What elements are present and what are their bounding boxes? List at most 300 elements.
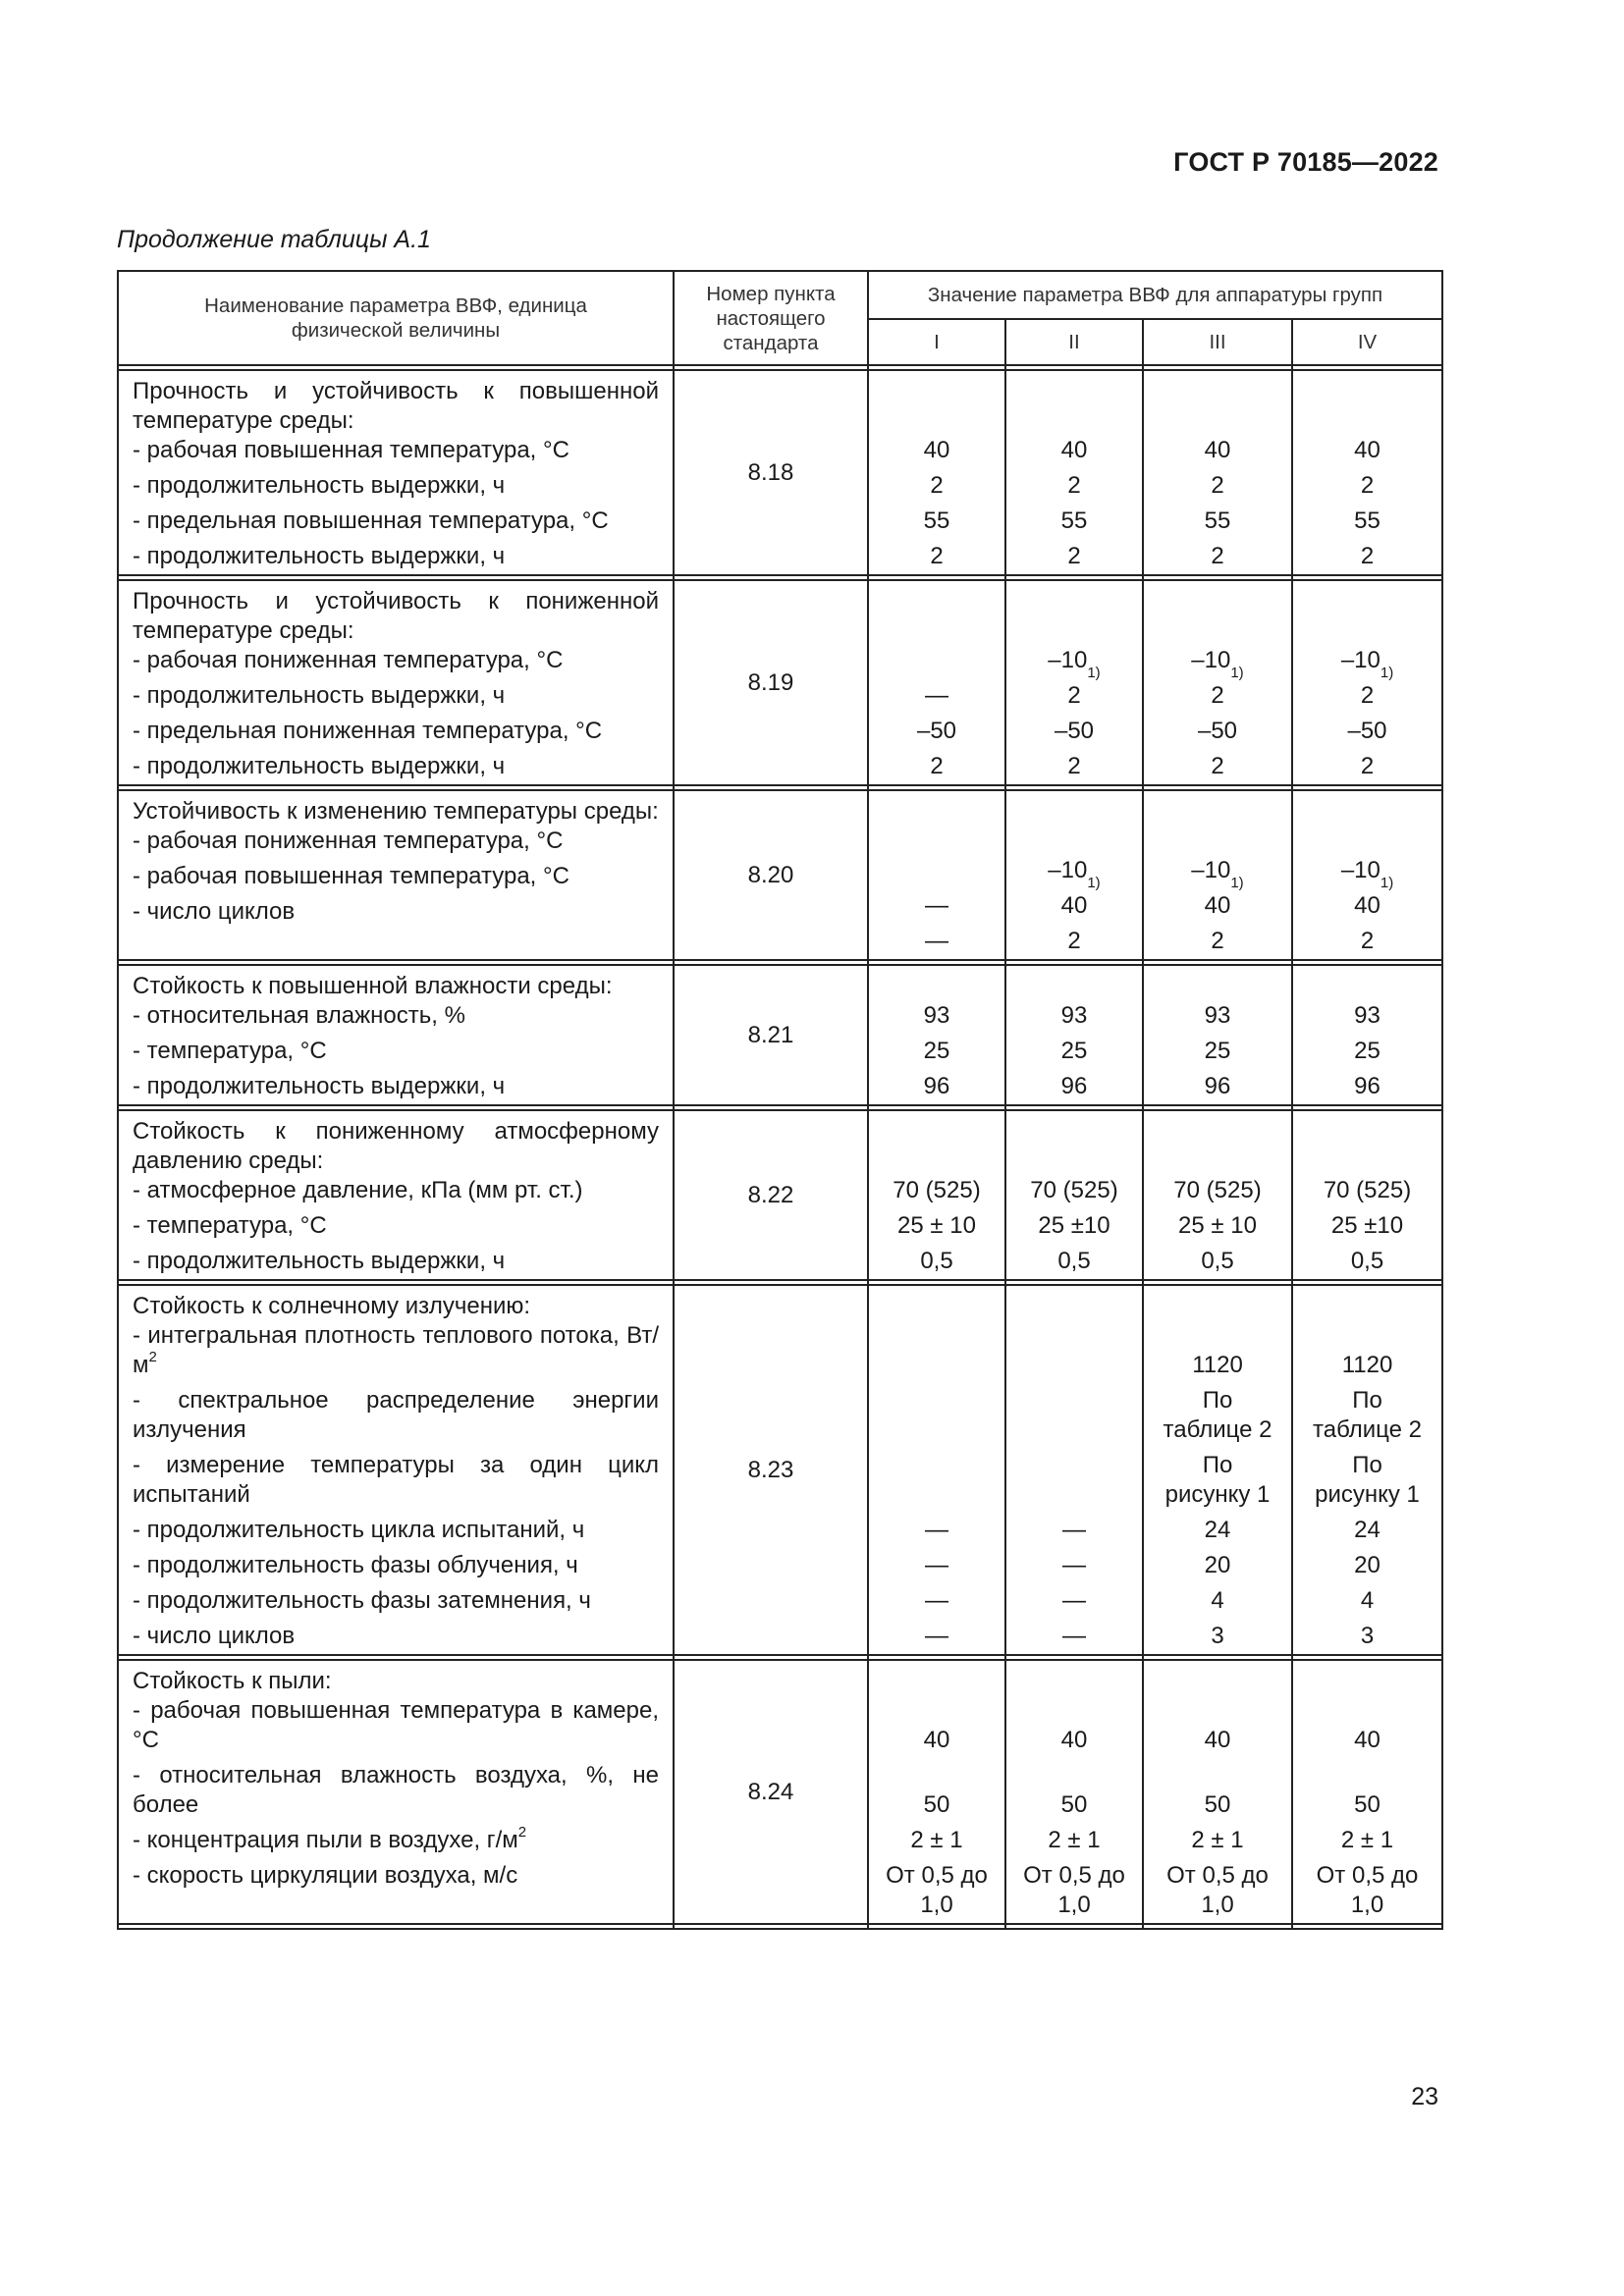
value-cell bbox=[869, 1696, 1004, 1755]
value-cell bbox=[1293, 1551, 1441, 1580]
value-text: 40 bbox=[923, 1727, 950, 1753]
parameter-label bbox=[133, 1386, 659, 1445]
value-cell bbox=[1144, 507, 1291, 536]
value-text: 40 bbox=[1204, 892, 1231, 919]
parameter-label-superscript: 2 bbox=[148, 1349, 157, 1365]
value-text: 25 ± 10 bbox=[1178, 1212, 1257, 1239]
table-section bbox=[118, 1285, 1442, 1655]
value-text: 25 bbox=[1354, 1038, 1380, 1064]
section-parameters bbox=[118, 1110, 674, 1280]
section-clause: 8.22 bbox=[674, 1110, 868, 1280]
section-parameters bbox=[118, 1285, 674, 1655]
value-cell: –10 $^{1)}$ bbox=[1048, 857, 1101, 891]
value-cell: –10 $^{1)}$ bbox=[1191, 857, 1244, 891]
value-cell bbox=[1144, 1516, 1291, 1545]
parameter-label-text: - рабочая пониженная температура, °С bbox=[133, 828, 564, 854]
header-group-3: III bbox=[1143, 319, 1292, 365]
title-spacer bbox=[869, 972, 1004, 1001]
value-cell bbox=[1144, 927, 1291, 956]
value-text: 20 bbox=[1204, 1552, 1231, 1578]
value-cell bbox=[869, 717, 1004, 746]
section-values-group-1 bbox=[868, 965, 1005, 1105]
title-spacer bbox=[869, 377, 1004, 436]
value-text: –50 bbox=[1054, 718, 1095, 744]
value-text: От 0,5 до 1,0 bbox=[1166, 1862, 1269, 1918]
section-values-group-2 bbox=[1005, 1660, 1143, 1924]
value-text: 2 bbox=[1211, 472, 1224, 499]
value-text: 2 bbox=[1211, 753, 1224, 779]
section-values-group-2 bbox=[1005, 1285, 1143, 1655]
value-text: –50 bbox=[1197, 718, 1238, 744]
value-cell bbox=[1144, 1037, 1291, 1066]
value-cell bbox=[1293, 1037, 1441, 1066]
section-parameters bbox=[118, 965, 674, 1105]
section-values-group-3 bbox=[1143, 1660, 1292, 1924]
header-values: Значение параметра ВВФ для аппаратуры групп bbox=[868, 271, 1442, 319]
parameter-label-text: - продолжительность выдержки, ч bbox=[133, 543, 506, 569]
parameter-label-text: - продолжительность выдержки, ч bbox=[133, 1073, 506, 1099]
value-cell bbox=[1006, 471, 1142, 501]
value-cell bbox=[869, 1176, 1004, 1205]
value-cell bbox=[1293, 1176, 1441, 1205]
parameter-label-text: - спектральное распределение энергии излучения bbox=[133, 1387, 659, 1443]
header-group-4: IV bbox=[1292, 319, 1442, 365]
title-spacer bbox=[1006, 587, 1142, 646]
section-clause: 8.23 bbox=[674, 1285, 868, 1655]
title-spacer bbox=[1144, 1117, 1291, 1176]
section-clause: 8.18 bbox=[674, 370, 868, 575]
value-cell bbox=[1293, 1211, 1441, 1241]
title-spacer bbox=[1293, 797, 1441, 856]
value-text: 55 bbox=[1354, 507, 1380, 534]
value-cell bbox=[1293, 1696, 1441, 1755]
parameter-label-text: - число циклов bbox=[133, 898, 296, 925]
section-parameters bbox=[118, 580, 674, 785]
section-title: Прочность и устойчивость к пониженной температуре среды: bbox=[133, 588, 659, 644]
value-cell bbox=[869, 1451, 1004, 1510]
value-text: –10 bbox=[1191, 857, 1231, 883]
value-text: — bbox=[925, 1587, 948, 1614]
value-text: 50 bbox=[1354, 1791, 1380, 1818]
parameter-label-text: - относительная влажность воздуха, %, не более bbox=[133, 1762, 659, 1818]
value-text: 55 bbox=[1060, 507, 1088, 534]
value-cell bbox=[869, 471, 1004, 501]
value-cell bbox=[1144, 1826, 1291, 1855]
value-cell bbox=[869, 1211, 1004, 1241]
value-cell bbox=[1293, 436, 1441, 465]
parameter-label-text: - продолжительность выдержки, ч bbox=[133, 753, 506, 779]
value-cell bbox=[1293, 1072, 1441, 1101]
value-cell bbox=[869, 1321, 1004, 1380]
section-values-group-2 bbox=[1005, 790, 1143, 960]
value-text: 0,5 bbox=[1057, 1248, 1091, 1274]
title-spacer bbox=[869, 1292, 1004, 1321]
section-values-group-2 bbox=[1005, 1110, 1143, 1280]
value-cell: –10 $^{1)}$ bbox=[1191, 647, 1244, 681]
value-text: — bbox=[1062, 1552, 1086, 1578]
value-cell bbox=[1006, 1826, 1142, 1855]
value-cell bbox=[1006, 1451, 1142, 1510]
value-text: 2 bbox=[1211, 543, 1224, 569]
parameter-label-text: - рабочая повышенная температура, °С bbox=[133, 437, 569, 463]
value-cell bbox=[1006, 1386, 1142, 1445]
value-cell bbox=[1006, 1037, 1142, 1066]
value-cell bbox=[1006, 1321, 1142, 1380]
table-caption: Продолжение таблицы А.1 bbox=[117, 226, 431, 253]
parameter-label bbox=[133, 507, 659, 536]
value-cell bbox=[1144, 1622, 1291, 1651]
value-text: 2 bbox=[1211, 682, 1224, 709]
value-text: 2 ± 1 bbox=[1191, 1827, 1244, 1853]
value-cell bbox=[1293, 1861, 1441, 1920]
value-cell bbox=[869, 1247, 1004, 1276]
value-cell bbox=[1293, 681, 1441, 711]
section-clause: 8.20 bbox=[674, 790, 868, 960]
value-text: 40 bbox=[1060, 1727, 1088, 1753]
title-spacer bbox=[1293, 1117, 1441, 1176]
value-cell bbox=[1293, 1826, 1441, 1855]
value-text: 4 bbox=[1211, 1587, 1224, 1614]
value-text: 40 bbox=[1060, 892, 1088, 919]
value-cell bbox=[1144, 1321, 1291, 1380]
value-cell bbox=[1293, 471, 1441, 501]
value-text: 96 bbox=[1060, 1073, 1088, 1099]
value-text: 25 bbox=[1060, 1038, 1088, 1064]
section-parameters bbox=[118, 370, 674, 575]
parameter-label-text: - продолжительность фазы облучения, ч bbox=[133, 1552, 578, 1578]
value-cell bbox=[869, 1586, 1004, 1616]
value-cell bbox=[1006, 1072, 1142, 1101]
value-text: — bbox=[1062, 1587, 1086, 1614]
value-cell bbox=[1006, 1211, 1142, 1241]
value-cell bbox=[869, 891, 1004, 921]
value-text: 25 ± 10 bbox=[897, 1212, 976, 1239]
parameter-label bbox=[133, 1586, 659, 1616]
value-cell bbox=[1293, 1321, 1441, 1380]
value-text: 20 bbox=[1354, 1552, 1380, 1578]
section-clause: 8.19 bbox=[674, 580, 868, 785]
parameter-label bbox=[133, 827, 659, 856]
parameter-label bbox=[133, 1622, 659, 1651]
value-text: 2 bbox=[1360, 753, 1375, 779]
value-text: 55 bbox=[923, 507, 950, 534]
parameter-label bbox=[133, 1321, 659, 1380]
value-text: 2 ± 1 bbox=[910, 1827, 963, 1853]
value-text: 24 bbox=[1354, 1517, 1380, 1543]
value-text: По рисунку 1 bbox=[1164, 1452, 1271, 1508]
value-cell bbox=[1293, 752, 1441, 781]
title-spacer bbox=[1293, 1667, 1441, 1696]
value-cell bbox=[1006, 1551, 1142, 1580]
value-cell bbox=[1006, 1001, 1142, 1031]
value-cell bbox=[1293, 507, 1441, 536]
value-text: 0,5 bbox=[920, 1248, 953, 1274]
value-text: 4 bbox=[1360, 1587, 1375, 1614]
value-text: 40 bbox=[1354, 892, 1380, 919]
value-cell bbox=[1006, 752, 1142, 781]
header-group-2: II bbox=[1005, 319, 1143, 365]
value-cell bbox=[869, 1761, 1004, 1820]
value-text: — bbox=[1062, 1517, 1086, 1543]
title-spacer bbox=[869, 1667, 1004, 1696]
value-cell bbox=[1144, 1001, 1291, 1031]
value-cell bbox=[1144, 1211, 1291, 1241]
title-spacer bbox=[1006, 797, 1142, 856]
value-text: 2 bbox=[1360, 682, 1375, 709]
section-title: Стойкость к повышенной влажности среды: bbox=[133, 973, 613, 999]
value-text: 1120 bbox=[1192, 1352, 1243, 1378]
value-cell bbox=[1144, 681, 1291, 711]
value-text: 40 bbox=[1204, 1727, 1231, 1753]
value-cell bbox=[1293, 1586, 1441, 1616]
value-text: 2 bbox=[1067, 472, 1081, 499]
value-text: 93 bbox=[923, 1002, 950, 1029]
value-text: –10 bbox=[1191, 647, 1231, 673]
value-text: От 0,5 до 1,0 bbox=[1023, 1862, 1125, 1918]
value-text: 2 bbox=[1067, 682, 1081, 709]
parameter-label bbox=[133, 646, 659, 675]
parameter-label-text: - рабочая повышенная температура в камере, °С bbox=[133, 1697, 659, 1753]
value-cell bbox=[869, 927, 1004, 956]
section-clause: 8.24 bbox=[674, 1660, 868, 1924]
section-title: Стойкость к пониженному атмосферному давлению среды: bbox=[133, 1118, 659, 1174]
parameter-label-text: - рабочая повышенная температура, °С bbox=[133, 863, 569, 889]
value-text: — bbox=[925, 1517, 948, 1543]
value-text: 2 bbox=[1360, 928, 1375, 954]
value-cell bbox=[1293, 927, 1441, 956]
value-cell bbox=[869, 681, 1004, 711]
value-cell bbox=[1144, 1861, 1291, 1920]
value-text: 3 bbox=[1360, 1623, 1375, 1649]
parameter-label-text: - скорость циркуляции воздуха, м/с bbox=[133, 1862, 518, 1889]
value-text: 24 bbox=[1204, 1517, 1231, 1543]
table-section bbox=[118, 965, 1442, 1105]
value-cell bbox=[1293, 1001, 1441, 1031]
parameter-label bbox=[133, 1247, 659, 1276]
section-values-group-3 bbox=[1143, 580, 1292, 785]
value-text: –10 bbox=[1340, 857, 1380, 883]
parameter-label bbox=[133, 1826, 659, 1855]
parameter-label-text: - атмосферное давление, кПа (мм рт. ст.) bbox=[133, 1177, 583, 1203]
value-cell bbox=[1144, 1696, 1291, 1755]
parameter-label bbox=[133, 1696, 659, 1755]
value-cell bbox=[869, 436, 1004, 465]
parameter-label bbox=[133, 1861, 659, 1920]
value-cell bbox=[1144, 1386, 1291, 1445]
title-spacer bbox=[1144, 1667, 1291, 1696]
section-values-group-2 bbox=[1005, 580, 1143, 785]
value-cell: –10 $^{1)}$ bbox=[1340, 857, 1394, 891]
title-spacer bbox=[1144, 377, 1291, 436]
value-cell bbox=[1144, 1451, 1291, 1510]
title-spacer bbox=[869, 1117, 1004, 1176]
value-text: 70 (525) bbox=[893, 1177, 981, 1203]
parameter-label bbox=[133, 862, 659, 891]
value-cell bbox=[1293, 1247, 1441, 1276]
value-cell bbox=[1144, 436, 1291, 465]
table-section bbox=[118, 1660, 1442, 1924]
value-cell bbox=[1293, 1451, 1441, 1510]
section-values-group-4 bbox=[1292, 965, 1442, 1105]
parameter-label-text: - предельная повышенная температура, °С bbox=[133, 507, 609, 534]
value-text: –10 bbox=[1048, 857, 1088, 883]
section-values-group-2 bbox=[1005, 965, 1143, 1105]
title-spacer bbox=[1293, 587, 1441, 646]
title-spacer bbox=[869, 587, 1004, 646]
value-cell bbox=[869, 752, 1004, 781]
value-text: — bbox=[925, 682, 948, 709]
title-spacer bbox=[1006, 1667, 1142, 1696]
value-cell bbox=[1006, 436, 1142, 465]
value-text: 50 bbox=[923, 1791, 950, 1818]
parameter-label bbox=[133, 1761, 659, 1820]
value-text: 40 bbox=[1354, 437, 1380, 463]
page-number: 23 bbox=[1411, 2083, 1438, 2110]
value-cell bbox=[1006, 927, 1142, 956]
title-spacer bbox=[1006, 377, 1142, 436]
value-cell bbox=[869, 1826, 1004, 1855]
value-cell bbox=[1006, 1176, 1142, 1205]
parameter-label-text: - продолжительность цикла испытаний, ч bbox=[133, 1517, 585, 1543]
parameters-table bbox=[117, 270, 1443, 1930]
value-text: 93 bbox=[1204, 1002, 1231, 1029]
value-cell bbox=[869, 1551, 1004, 1580]
value-cell bbox=[1006, 1622, 1142, 1651]
table-body bbox=[118, 370, 1442, 1929]
value-text: 50 bbox=[1204, 1791, 1231, 1818]
value-cell bbox=[1006, 1247, 1142, 1276]
header-parameter: Наименование параметра ВВФ, единица физической величины bbox=[118, 271, 674, 365]
value-text: 25 bbox=[1204, 1038, 1231, 1064]
value-text: 2 ± 1 bbox=[1340, 1827, 1394, 1853]
parameter-label bbox=[133, 717, 659, 746]
value-cell bbox=[1006, 1696, 1142, 1755]
section-title: Прочность и устойчивость к повышенной температуре среды: bbox=[133, 378, 659, 434]
value-text: 2 bbox=[1211, 928, 1224, 954]
parameter-label bbox=[133, 681, 659, 711]
title-spacer bbox=[1144, 797, 1291, 856]
value-cell bbox=[869, 507, 1004, 536]
table-section bbox=[118, 580, 1442, 785]
value-text: 70 (525) bbox=[1323, 1177, 1412, 1203]
value-cell bbox=[1144, 1072, 1291, 1101]
section-values-group-4 bbox=[1292, 1285, 1442, 1655]
parameter-label-text: - рабочая пониженная температура, °С bbox=[133, 647, 564, 673]
value-cell bbox=[1006, 1586, 1142, 1616]
parameter-label bbox=[133, 752, 659, 781]
value-text: 70 (525) bbox=[1173, 1177, 1262, 1203]
value-cell bbox=[869, 646, 1004, 675]
section-values-group-1 bbox=[868, 580, 1005, 785]
parameter-label bbox=[133, 1211, 659, 1241]
parameter-label bbox=[133, 1001, 659, 1031]
value-text: 40 bbox=[923, 437, 950, 463]
value-text: –50 bbox=[916, 718, 957, 744]
value-text: 2 bbox=[1067, 753, 1081, 779]
parameter-label-text: - температура, °С bbox=[133, 1038, 327, 1064]
parameter-label-text: - число циклов bbox=[133, 1623, 296, 1649]
value-cell bbox=[869, 1001, 1004, 1031]
title-spacer bbox=[1006, 972, 1142, 1001]
value-text: 2 bbox=[930, 753, 944, 779]
value-text: 2 ± 1 bbox=[1048, 1827, 1101, 1853]
value-text: 0,5 bbox=[1201, 1248, 1234, 1274]
value-text: 93 bbox=[1060, 1002, 1088, 1029]
value-cell bbox=[1144, 1247, 1291, 1276]
section-title: Стойкость к солнечному излучению: bbox=[133, 1293, 531, 1319]
value-text: 25 ±10 bbox=[1330, 1212, 1404, 1239]
value-cell bbox=[1144, 1551, 1291, 1580]
value-text: –50 bbox=[1347, 718, 1387, 744]
section-values-group-1 bbox=[868, 1110, 1005, 1280]
parameter-label-text: - температура, °С bbox=[133, 1212, 327, 1239]
section-title: Стойкость к пыли: bbox=[133, 1668, 332, 1694]
value-text: 3 bbox=[1211, 1623, 1224, 1649]
value-cell bbox=[1293, 1386, 1441, 1445]
value-text: По рисунку 1 bbox=[1315, 1452, 1420, 1508]
value-cell bbox=[1144, 1586, 1291, 1616]
value-text: — bbox=[925, 892, 948, 919]
table-section bbox=[118, 370, 1442, 575]
value-text: 2 bbox=[1360, 472, 1375, 499]
value-cell bbox=[1006, 891, 1142, 921]
section-values-group-4 bbox=[1292, 790, 1442, 960]
value-cell bbox=[1293, 542, 1441, 571]
section-values-group-1 bbox=[868, 370, 1005, 575]
value-text: От 0,5 до 1,0 bbox=[1316, 1862, 1419, 1918]
parameter-label-text: - концентрация пыли в воздухе, г/м bbox=[133, 1827, 518, 1853]
value-cell bbox=[869, 1622, 1004, 1651]
parameter-label-text: - относительная влажность, % bbox=[133, 1002, 465, 1029]
parameter-label bbox=[133, 436, 659, 465]
value-text: — bbox=[925, 928, 948, 954]
value-cell bbox=[1144, 752, 1291, 781]
section-separator bbox=[118, 1924, 1442, 1929]
parameter-label bbox=[133, 1451, 659, 1510]
value-cell bbox=[1293, 717, 1441, 746]
parameter-label-text: - продолжительность выдержки, ч bbox=[133, 682, 506, 709]
value-cell bbox=[1144, 542, 1291, 571]
parameter-label-text: - продолжительность выдержки, ч bbox=[133, 472, 506, 499]
value-cell bbox=[1144, 1761, 1291, 1820]
value-cell bbox=[1293, 1761, 1441, 1820]
parameter-label bbox=[133, 471, 659, 501]
value-cell bbox=[1006, 717, 1142, 746]
parameter-label bbox=[133, 1072, 659, 1101]
section-parameters bbox=[118, 1660, 674, 1924]
header-group-1: I bbox=[868, 319, 1005, 365]
title-spacer bbox=[869, 797, 1004, 856]
value-text: От 0,5 до 1,0 bbox=[886, 1862, 988, 1918]
parameter-label bbox=[133, 1176, 659, 1205]
section-values-group-3 bbox=[1143, 370, 1292, 575]
title-spacer bbox=[1144, 587, 1291, 646]
value-text: 0,5 bbox=[1350, 1248, 1384, 1274]
value-text: 2 bbox=[930, 543, 944, 569]
parameter-label-superscript: 2 bbox=[517, 1824, 527, 1841]
section-values-group-1 bbox=[868, 1285, 1005, 1655]
value-text: –10 bbox=[1048, 647, 1088, 673]
value-text: — bbox=[1062, 1623, 1086, 1649]
parameter-label-text: - интегральная плотность теплового потока, Вт/м bbox=[133, 1322, 659, 1378]
parameter-label-text: - предельная пониженная температура, °С bbox=[133, 718, 603, 744]
value-text: 96 bbox=[1204, 1073, 1231, 1099]
title-spacer bbox=[1006, 1117, 1142, 1176]
value-cell bbox=[869, 1037, 1004, 1066]
value-cell bbox=[869, 856, 1004, 885]
header-clause: Номер пункта настоящего стандарта bbox=[674, 271, 868, 365]
value-text: 25 ±10 bbox=[1038, 1212, 1110, 1239]
